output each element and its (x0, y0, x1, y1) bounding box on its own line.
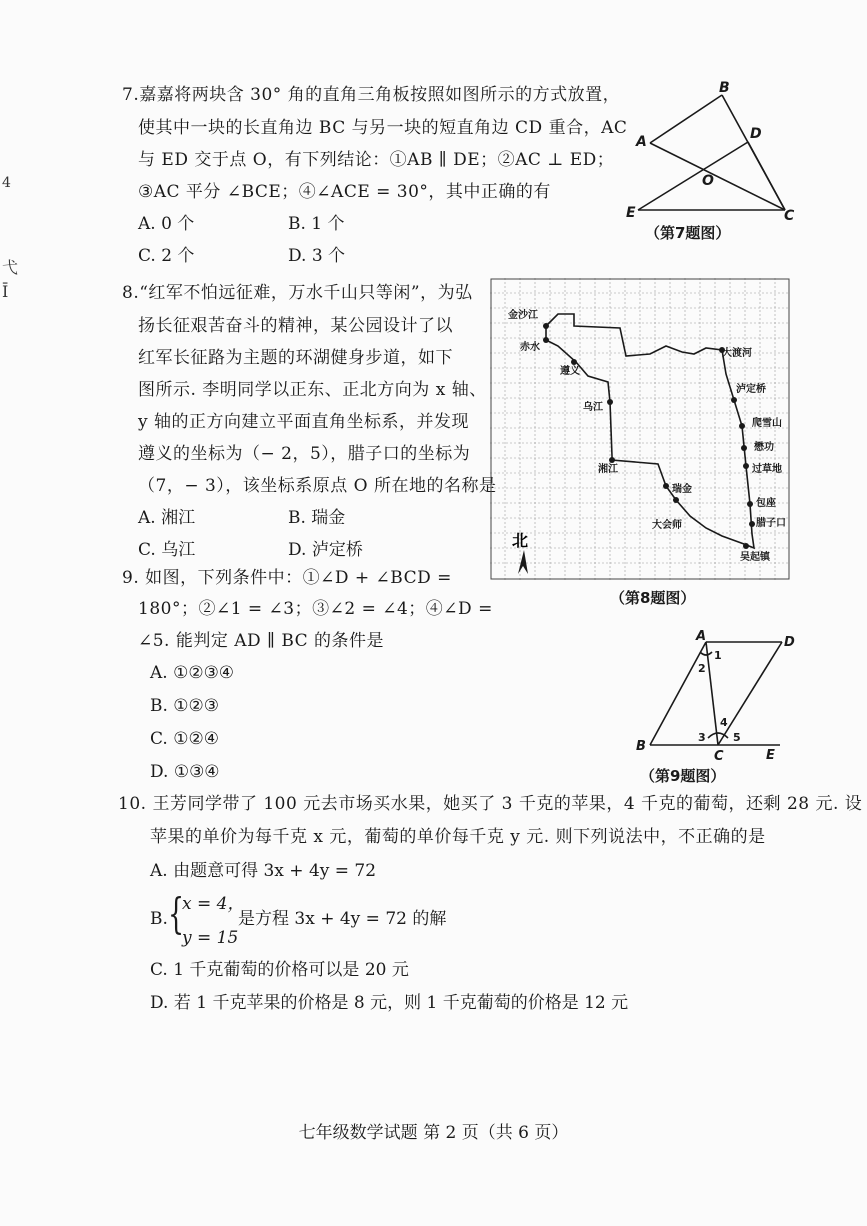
q8-figure-caption: （第8题图） (610, 589, 696, 607)
q10-line-2: 苹果的单价为每千克 x 元，葡萄的单价每千克 y 元. 则下列说法中，不正确的是 (150, 827, 766, 847)
map-point (607, 399, 613, 405)
q9-angle-arc-a (700, 652, 712, 655)
north-label: 北 (512, 531, 529, 550)
q9-figure-caption: （第9题图） (640, 767, 726, 785)
q9-option-d[interactable]: D. ①③④ (150, 762, 220, 782)
q9-figure (630, 628, 800, 763)
q8-line-1: 8.“红军不怕远征难，万水千山只等闲”，为弘 (122, 283, 473, 303)
q10-option-b-prefix: B. (150, 909, 168, 929)
map-place-label: 包座 (756, 498, 776, 509)
q9-label-a: A (696, 629, 707, 644)
map-place-label: 吴起镇 (740, 552, 770, 563)
q7-segment-ed (638, 142, 748, 210)
q7-segment-ba (650, 95, 722, 143)
north-arrow (512, 531, 528, 574)
q7-label-o: O (702, 173, 714, 189)
margin-mark-1: 4 (2, 175, 11, 191)
q9-option-a[interactable]: A. ①②③④ (150, 663, 235, 683)
map-point (739, 423, 745, 429)
map-point (673, 497, 679, 503)
q9-label-3: 3 (698, 731, 706, 744)
map-place-label: 泸定桥 (736, 384, 766, 395)
q8-line-6: 遵义的坐标为（− 2，5），腊子口的坐标为 (138, 444, 471, 464)
map-point (743, 543, 749, 549)
q7-option-d[interactable]: D. 3 个 (288, 246, 346, 266)
q7-label-a: A (636, 134, 647, 150)
q7-segment-ac (650, 143, 785, 210)
map-place-label: 懋功 (754, 442, 774, 453)
margin-mark-3: Ī (2, 282, 9, 301)
map-point (731, 397, 737, 403)
map-point (571, 359, 577, 365)
q10-line-1: 10. 王芳同学带了 100 元去市场买水果，她买了 3 千克的苹果，4 千克的葡萄，还剩 28 元. 设 (118, 794, 863, 814)
q8-option-d[interactable]: D. 泸定桥 (288, 540, 363, 560)
map-point (747, 501, 753, 507)
map-point (543, 323, 549, 329)
q9-label-e: E (766, 748, 775, 763)
q7-label-e: E (626, 205, 636, 220)
map-place-label: 过草地 (752, 464, 782, 475)
map-point (609, 457, 615, 463)
page-footer: 七年级数学试题 第 2 页（共 6 页） (298, 1123, 569, 1143)
q9-line-1: 9. 如图，下列条件中：①∠D + ∠BCD = (122, 568, 452, 588)
map-point (741, 445, 747, 451)
q7-line-4: ③AC 平分 ∠BCE；④∠ACE = 30°，其中正确的有 (138, 182, 551, 202)
q9-option-c[interactable]: C. ①②④ (150, 729, 219, 749)
q7-figure-caption: （第7题图） (645, 224, 731, 242)
q7-label-c: C (784, 208, 795, 220)
map-place-label: 大会师 (652, 520, 682, 531)
q7-label-b: B (719, 80, 730, 96)
map-place-label: 大渡河 (722, 348, 752, 359)
q9-label-2: 2 (698, 662, 706, 675)
q10-option-a[interactable]: A. 由题意可得 3x + 4y = 72 (150, 861, 377, 881)
q9-label-4: 4 (720, 716, 728, 729)
map-point (749, 521, 755, 527)
q9-option-b[interactable]: B. ①②③ (150, 696, 220, 716)
q10-option-b-eq2: y = 15 (182, 928, 239, 948)
map-place-label: 遵义 (560, 366, 580, 377)
q9-label-1: 1 (714, 649, 722, 662)
q7-segment-dc (748, 142, 785, 210)
q9-label-5: 5 (733, 731, 741, 744)
q8-map-figure (490, 278, 790, 580)
q8-option-b[interactable]: B. 瑞金 (288, 508, 346, 528)
q7-option-c[interactable]: C. 2 个 (138, 246, 195, 266)
q8-option-c[interactable]: C. 乌江 (138, 540, 196, 560)
map-place-label: 赤水 (520, 342, 540, 353)
q7-line-1: 7.嘉嘉将两块含 30° 角的直角三角板按照如图所示的方式放置， (122, 85, 621, 105)
q7-option-a[interactable]: A. 0 个 (138, 214, 195, 234)
margin-mark-2: 弋 (2, 258, 19, 277)
q7-line-2: 使其中一块的长直角边 BC 与另一块的短直角边 CD 重合，AC (138, 118, 628, 138)
q8-line-4: 图所示. 李明同学以正东、正北方向为 x 轴、 (138, 380, 487, 400)
map-place-label: 湘江 (598, 464, 618, 475)
q7-label-d: D (750, 126, 762, 142)
map-place-label: 金沙江 (508, 310, 538, 321)
q8-line-7: （7，− 3），该坐标系原点 O 所在地的名称是 (138, 476, 497, 496)
q7-figure (620, 80, 810, 220)
q10-option-d[interactable]: D. 若 1 千克苹果的价格是 8 元，则 1 千克葡萄的价格是 12 元 (150, 993, 629, 1013)
q9-label-c: C (714, 749, 724, 763)
q9-segment-dc (718, 642, 782, 745)
map-point (543, 337, 549, 343)
q10-brace: { (168, 889, 185, 938)
map-place-label: 瑞金 (672, 484, 692, 495)
q8-line-5: y 轴的正方向建立平面直角坐标系，并发现 (138, 412, 470, 432)
q7-line-3: 与 ED 交于点 O，有下列结论：①AB ∥ DE；②AC ⊥ ED； (138, 150, 615, 170)
map-place-label: 腊子口 (756, 518, 786, 529)
north-arrow-icon (518, 550, 528, 574)
q9-line-3: ∠5. 能判定 AD ∥ BC 的条件是 (138, 631, 385, 651)
q9-segment-ab (650, 642, 706, 745)
map-point (743, 463, 749, 469)
q10-option-b-suffix: 是方程 3x + 4y = 72 的解 (238, 909, 447, 929)
q10-option-b-eq1: x = 4， (182, 894, 245, 914)
q9-line-2: 180°；②∠1 = ∠3；③∠2 = ∠4；④∠D = (138, 599, 493, 619)
q9-label-b: B (636, 739, 646, 754)
q10-option-c[interactable]: C. 1 千克葡萄的价格可以是 20 元 (150, 960, 409, 980)
map-grid (490, 278, 790, 580)
q8-line-2: 扬长征艰苦奋斗的精神，某公园设计了以 (138, 316, 453, 336)
map-point (663, 483, 669, 489)
q8-line-3: 红军长征路为主题的环湖健身步道，如下 (138, 348, 453, 368)
q9-label-d: D (784, 635, 795, 650)
q8-option-a[interactable]: A. 湘江 (138, 508, 196, 528)
map-place-label: 乌江 (583, 402, 603, 413)
map-place-label: 爬雪山 (752, 418, 782, 429)
q7-option-b[interactable]: B. 1 个 (288, 214, 345, 234)
